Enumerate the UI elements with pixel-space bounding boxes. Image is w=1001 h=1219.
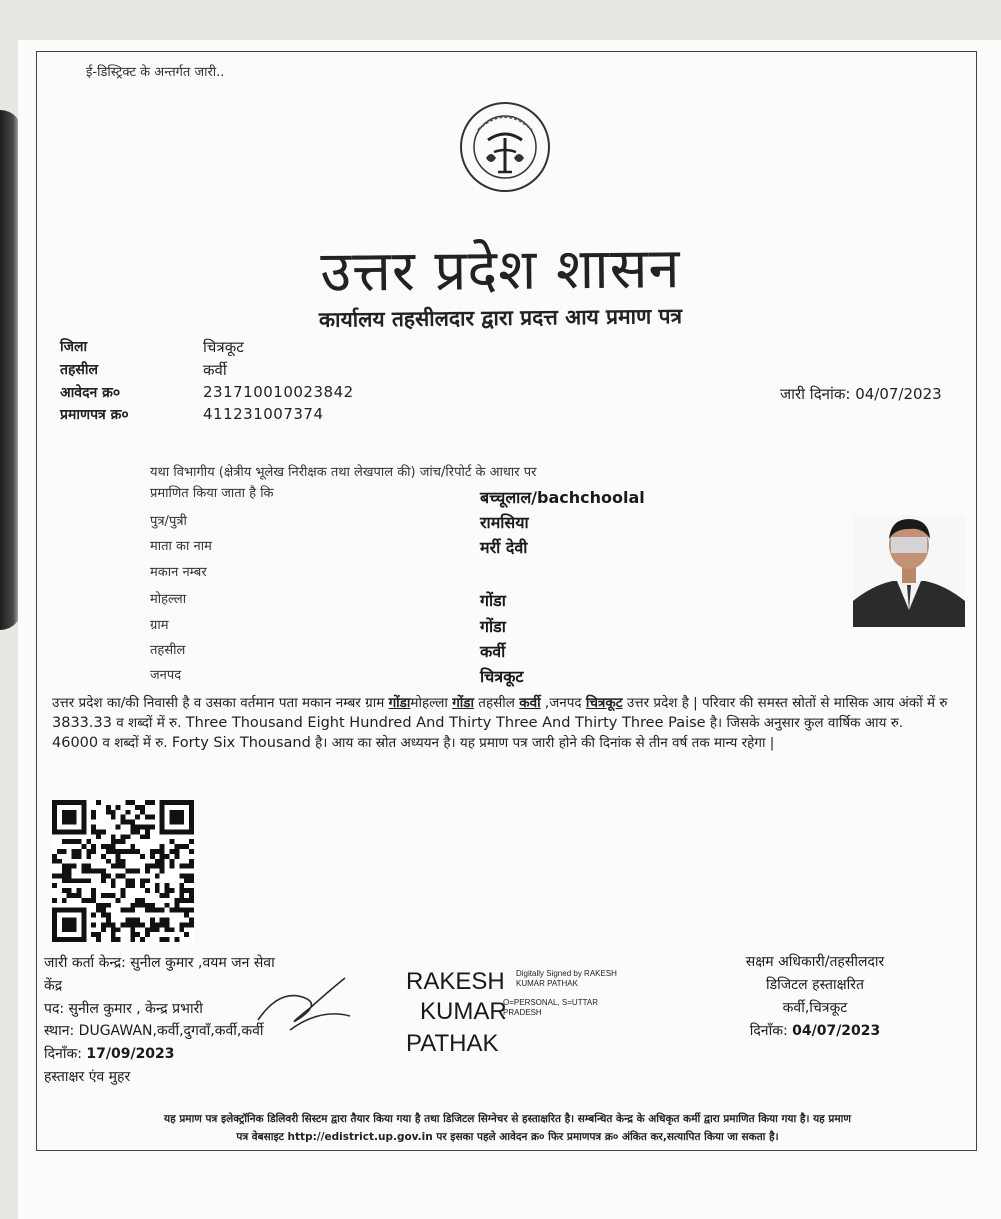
subtitle: कार्यालय तहसीलदार द्वारा प्रदत्त आय प्रमाण पत्र bbox=[318, 304, 683, 332]
issuer-date: दिनाँक: 17/09/2023 bbox=[44, 1046, 175, 1062]
house-number-label: मकान नम्बर bbox=[150, 565, 207, 580]
tehsil-row-value: कर्वी bbox=[480, 642, 506, 661]
monthly-income-amount: 3833.33 bbox=[52, 715, 112, 731]
mohalla-label: मोहल्ला bbox=[150, 592, 187, 607]
handwritten-signature bbox=[250, 968, 360, 1038]
district-underlined: चित्रकूट bbox=[585, 695, 623, 711]
mother-name: मर्री देवी bbox=[480, 538, 528, 557]
up-state-emblem-icon bbox=[458, 100, 552, 194]
applicant-name: बच्चूलाल/bachchoolal bbox=[480, 488, 645, 507]
issuing-centre-line1: जारी कर्ता केन्द्र: सुनील कुमार ,वयम जन सेवा bbox=[44, 955, 275, 971]
monthly-income-words: Three Thousand Eight Hundred And Thirty Three And Thirty Three Paise bbox=[185, 715, 706, 731]
district-label: जिला bbox=[60, 339, 88, 355]
officer-signed: डिजिटल हस्ताक्षरित bbox=[766, 977, 864, 993]
issue-date: जारी दिनांक: 04/07/2023 bbox=[780, 385, 942, 403]
district-row-value: चित्रकूट bbox=[480, 667, 524, 686]
tehsil-underlined: कर्वी bbox=[519, 695, 541, 711]
child-of-label: पुत्र/पुत्री bbox=[150, 514, 187, 529]
signer-name-line1: RAKESH bbox=[406, 968, 505, 995]
village-value: गोंडा bbox=[480, 617, 506, 636]
tehsil-value: कर्वी bbox=[203, 361, 227, 379]
footer-note: यह प्रमाण पत्र इलेक्ट्रॉनिक डिलिवरी सिस्टम द्वारा तैयार किया गया है तथा डिजिटल सिग्नेचर से हस्ताक्षरित है। सम्बन्धित केन्द्र के अधिकृत कर्मी द्वारा प्रमाणित किया गया है। यह प्रमाण पत्र वेबसाइट http://edistrict.up.gov.in पर इसका पहले आवेदन क्र० फिर प्रमाणपत्र क्र० अंकित कर,सत्यापित किया जा सकता है। bbox=[164, 1113, 851, 1143]
annual-income-amount: 46000 bbox=[52, 735, 99, 751]
officer-date: दिनाँक: 04/07/2023 bbox=[749, 1023, 881, 1039]
digital-signature-info: Digitally Signed by RAKESH KUMAR PATHAK bbox=[516, 969, 617, 988]
issuer-place: स्थान: DUGAWAN,कर्वी,दुगवाँ,कर्वी,कर्वी bbox=[44, 1023, 264, 1039]
village-underlined: गोंडा bbox=[388, 695, 411, 711]
mohalla-value: गोंडा bbox=[480, 591, 506, 610]
officer-location: कर्वी,चित्रकूट bbox=[782, 1000, 848, 1016]
officer-title: सक्षम अधिकारी/तहसीलदार bbox=[745, 954, 885, 970]
certificate-no-value: 411231007374 bbox=[203, 405, 324, 423]
applicant-photo bbox=[853, 515, 965, 627]
signer-name-line3: PATHAK bbox=[406, 1030, 499, 1057]
mother-name-label: माता का नाम bbox=[150, 539, 212, 554]
father-name: रामसिया bbox=[480, 513, 529, 532]
issued-under-text: ई-डिस्ट्रिक्ट के अन्तर्गत जारी.. bbox=[86, 65, 225, 80]
district-value: चित्रकूट bbox=[203, 338, 244, 356]
qr-code[interactable] bbox=[52, 800, 194, 942]
tehsil-row-label: तहसील bbox=[150, 643, 186, 658]
signature-seal-label: हस्ताक्षर एंव मुहर bbox=[44, 1069, 131, 1085]
issuing-centre-line2: केंद्र bbox=[44, 978, 63, 994]
mohalla-underlined: गोंडा bbox=[452, 695, 475, 711]
main-title: उत्तर प्रदेश शासन bbox=[320, 236, 681, 305]
application-no-value: 231710010023842 bbox=[203, 383, 354, 401]
verification-intro: यथा विभागीय (क्षेत्रीय भूलेख निरीक्षक तथा लेखपाल की) जांच/रिपोर्ट के आधार पर bbox=[150, 465, 537, 480]
annual-income-words: Forty Six Thousand bbox=[171, 735, 311, 751]
application-no-label: आवेदन क्र० bbox=[60, 385, 121, 401]
certified-label: प्रमाणित किया जाता है कि bbox=[150, 486, 274, 501]
district-row-label: जनपद bbox=[150, 668, 182, 683]
issuer-post: पद: सुनील कुमार , केन्द्र प्रभारी bbox=[44, 1001, 203, 1017]
certificate-paragraph: उत्तर प्रदेश का/की निवासी है व उसका वर्तमान पता मकान नम्बर ग्राम गोंडामोहल्ला गोंडा तहसील कर्वी ,जनपद चित्रकूट उत्तर प्रदेश है | परिवार की समस्त स्रोतों से मासिक आय अंकों में रु 3833.33 व शब्दों में रु. Three Thousand Eight Hundred And Thirty Three And Thirty Three Paise है। जिसके अनुसार कुल वार्षिक आय रु. 46000 व शब्दों में रु. Forty Six Thousand है। आय का स्रोत अध्ययन है। यह प्रमाण पत्र जारी होने की दिनांक से तीन वर्ष तक मान्य रहेगा | bbox=[52, 695, 948, 751]
tehsil-label: तहसील bbox=[60, 362, 98, 378]
certificate-no-label: प्रमाणपत्र क्र० bbox=[60, 407, 129, 423]
signer-name-line2: KUMAR bbox=[420, 998, 507, 1025]
village-label: ग्राम bbox=[150, 618, 169, 633]
digital-signature-org: O=PERSONAL, S=UTTAR PRADESH bbox=[503, 998, 598, 1017]
